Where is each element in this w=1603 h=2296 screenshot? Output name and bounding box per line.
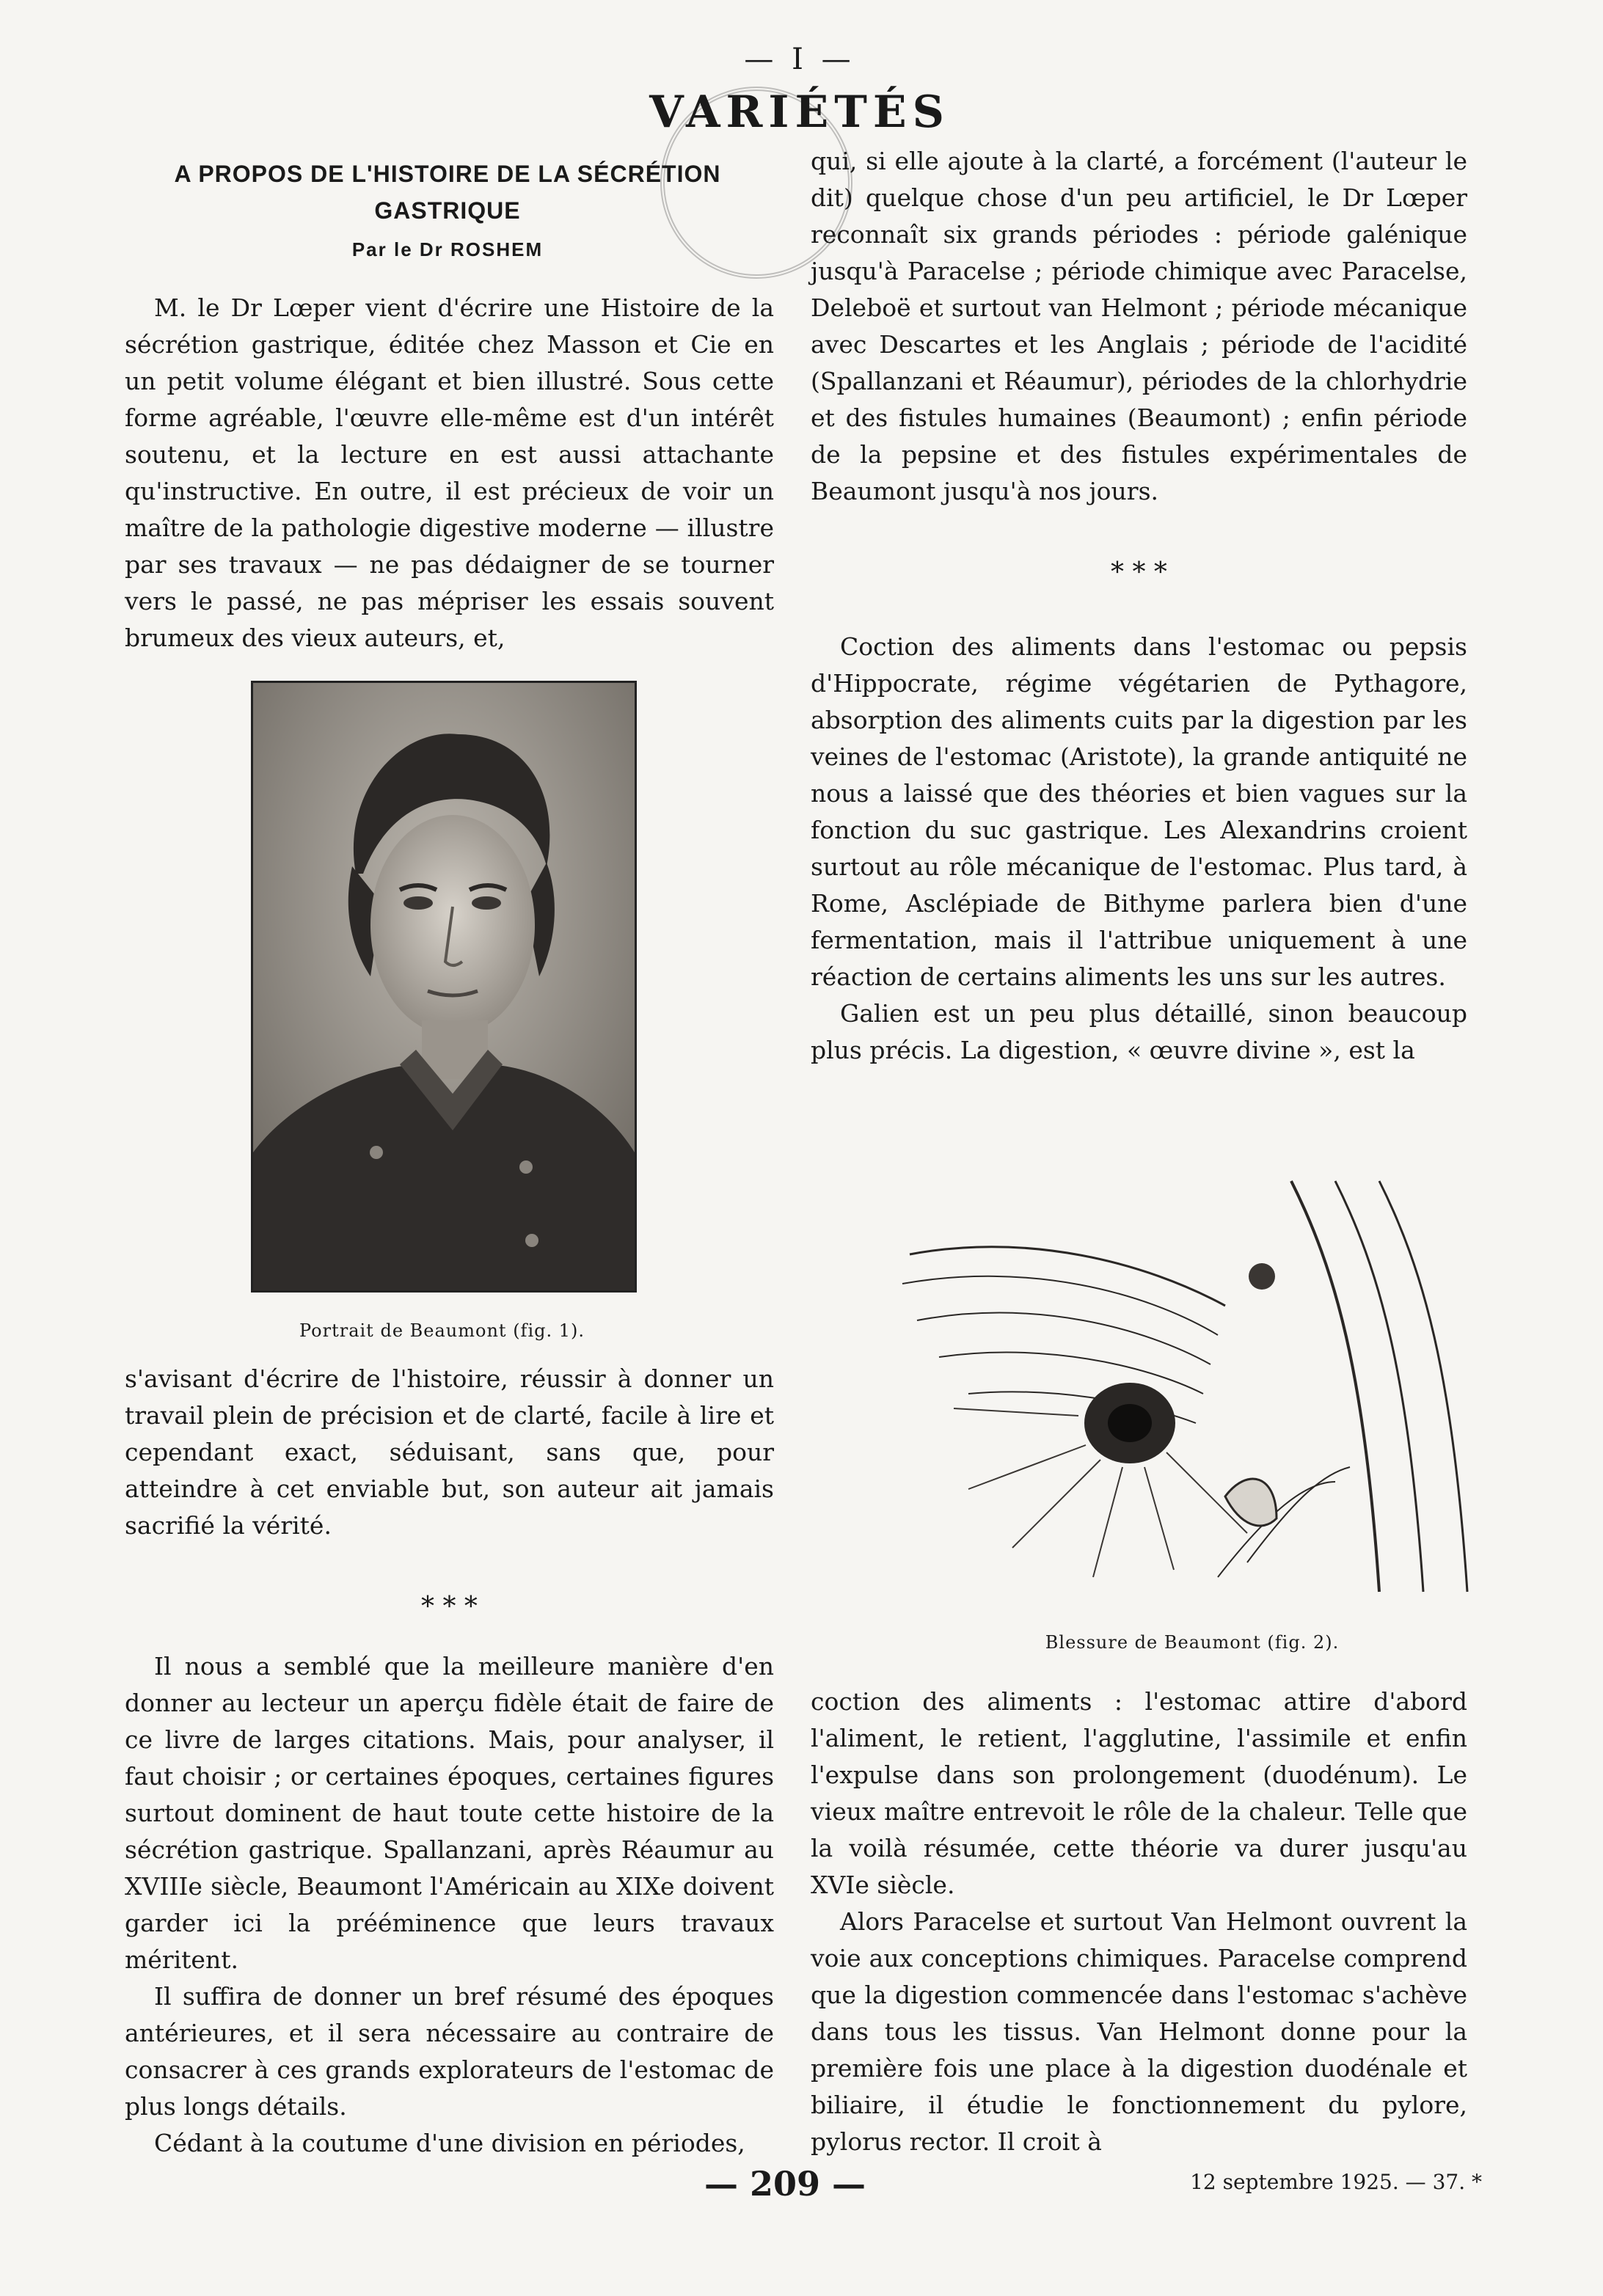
asterism: * * * bbox=[1111, 557, 1167, 588]
paragraph: Il suffira de donner un bref résumé des époques antérieures, et il sera nécessaire au contraire de consacrer à ces grands explorateurs de l'estomac de plus longs détails. bbox=[125, 1982, 774, 2121]
paragraph: Il nous a semblé que la meilleure manière d'en donner au lecteur un aperçu fidèle était de faire de ce livre de larges citations. Mais, pour analyser, il faut choisir ; or certaines époques, certaines figures surtout dominent de haut toute cette histoire de la sécrétion gastrique. Spallanzani, après Réaumur au XVIIIe siècle, Beaumont l'Américain au XIXe doivent garder ici la prééminence que leurs travaux méritent. bbox=[125, 1652, 774, 1974]
left-column-top bbox=[125, 290, 774, 657]
page-number: — 209 — bbox=[704, 2164, 866, 2204]
paragraph: Galien est un peu plus détaillé, sinon beaucoup plus précis. La digestion, « œuvre divine », est la bbox=[811, 999, 1467, 1064]
paragraph: Coction des aliments dans l'estomac ou pepsis d'Hippocrate, régime végétarien de Pythagore, absorption des aliments cuits par la digestion par les veines de l'estomac (Aristote), la grande antiquité ne nous a laissé que des théories et bien vagues sur la fonction du suc gastrique. Les Alexandrins croient surtout au rôle mécanique de l'estomac. Plus tard, à Rome, Asclépiade de Bithyme parlera bien d'une fermentation, mais il l'attribue uniquement à une réaction de certains aliments les uns sur les autres. bbox=[811, 632, 1467, 991]
paragraph: Cédant à la coutume d'une division en périodes, bbox=[154, 2129, 745, 2157]
paragraph: coction des aliments : l'estomac attire d'abord l'aliment, le retient, l'agglutine, l'assimile et enfin l'expulse dans son prolongement (duodénum). Le vieux maître entrevoit le rôle de la chaleur. Telle que la voilà résumée, cette théorie va durer jusqu'au XVIe siècle. bbox=[811, 1687, 1467, 1899]
paragraph: qui, si elle ajoute à la clarté, a forcément (l'auteur le dit) quelque chose d'un peu artificiel, le Dr Lœper reconnaît six grands périodes : période galénique jusqu'à Paracelse ; période chimique avec Paracelse, Deleboë et surtout van Helmont ; période mécanique avec Descartes et les Anglais ; période de l'acidité (Spallanzani et Réaumur), périodes de la chlorhydrie et des fistules humaines (Beaumont) ; enfin période de la pepsine et des fistules expérimentales de Beaumont jusqu'à nos jours. bbox=[811, 147, 1467, 505]
section-title: VARIÉTÉS bbox=[649, 87, 950, 138]
page-top-number: — I — bbox=[744, 43, 855, 76]
right-column-top bbox=[811, 143, 1467, 1069]
paragraph: Alors Paracelse et surtout Van Helmont ouvrent la voie aux conceptions chimiques. Paracelse comprend que la digestion commencée dans l'estomac s'achève dans tous les tissus. Van Helmont donne pour la première fois une place à la digestion duodénale et biliaire, il étudie le fonctionnement du pylore, pylorus rector. Il croit à bbox=[811, 1907, 1467, 2156]
right-column-bottom bbox=[811, 1683, 1467, 2160]
left-column-bottom bbox=[125, 1361, 774, 2162]
figure1-caption: Portrait de Beaumont (fig. 1). bbox=[299, 1320, 585, 1341]
figure2-caption: Blessure de Beaumont (fig. 2). bbox=[1045, 1632, 1340, 1653]
paragraph: s'avisant d'écrire de l'histoire, réussir à donner un travail plein de précision et de clarté, facile à lire et cependant exact, séduisant, sans que, pour atteindre à cet enviable but, son auteur ait jamais sacrifié la vérité. bbox=[125, 1364, 774, 1540]
wound-of-beaumont-image bbox=[880, 1152, 1504, 1606]
portrait-of-beaumont-image bbox=[253, 683, 635, 1290]
issue-date: 12 septembre 1925. — 37. * bbox=[1190, 2170, 1482, 2194]
article-title: A PROPOS DE L'HISTOIRE DE LA SÉCRÉTION GASTRIQUE bbox=[174, 161, 721, 224]
portrait-figure bbox=[251, 681, 637, 1293]
asterism: * * * bbox=[421, 1592, 478, 1622]
article-byline: Par le Dr ROSHEM bbox=[351, 238, 544, 260]
wound-figure bbox=[880, 1152, 1504, 1606]
paragraph: M. le Dr Lœper vient d'écrire une Histoire de la sécrétion gastrique, éditée chez Masson et Cie en un petit volume élégant et bien illustré. Sous cette forme agréable, l'œuvre elle-même est d'un intérêt soutenu, et la lecture en est aussi attachante qu'instructive. En outre, il est précieux de voir un maître de la pathologie digestive moderne — illustre par ses travaux — ne pas dédaigner de se tourner vers le passé, ne pas mépriser les essais souvent brumeux des vieux auteurs, et, bbox=[125, 293, 774, 652]
